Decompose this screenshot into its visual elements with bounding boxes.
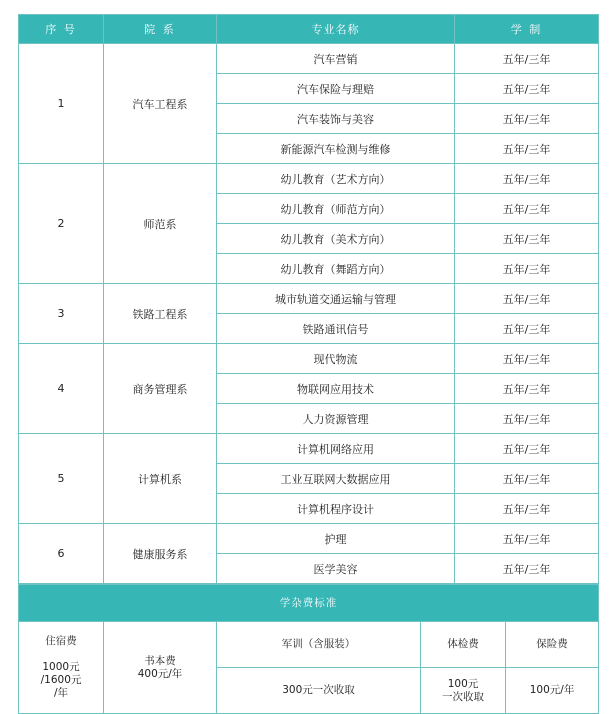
major-name: 医学美容 <box>217 554 455 584</box>
major-duration: 五年/三年 <box>455 314 599 344</box>
dept-number: 6 <box>19 524 104 584</box>
training-fee-label: 军训（含服装） <box>217 622 421 668</box>
major-name: 城市轨道交通运输与管理 <box>217 284 455 314</box>
major-duration: 五年/三年 <box>455 434 599 464</box>
major-name: 计算机程序设计 <box>217 494 455 524</box>
dept-number: 2 <box>19 164 104 284</box>
major-name: 汽车装饰与美容 <box>217 104 455 134</box>
dept-name: 商务管理系 <box>104 344 217 434</box>
training-fee-value: 300元一次收取 <box>217 668 421 714</box>
major-duration: 五年/三年 <box>455 554 599 584</box>
exam-fee-label: 体检费 <box>421 622 506 668</box>
header-major: 专业名称 <box>217 15 455 44</box>
major-duration: 五年/三年 <box>455 224 599 254</box>
major-name: 计算机网络应用 <box>217 434 455 464</box>
header-row <box>19 15 599 44</box>
major-row <box>19 44 599 74</box>
major-row <box>19 164 599 194</box>
major-duration: 五年/三年 <box>455 134 599 164</box>
lodging-fee-value: 1000元 /1600元 /年 <box>40 661 82 699</box>
exam-fee-value: 100元 一次收取 <box>421 668 506 714</box>
major-name: 幼儿教育（美术方向） <box>217 224 455 254</box>
header-no: 序 号 <box>19 15 104 44</box>
major-duration: 五年/三年 <box>455 164 599 194</box>
major-duration: 五年/三年 <box>455 44 599 74</box>
major-name: 新能源汽车检测与维修 <box>217 134 455 164</box>
major-name: 人力资源管理 <box>217 404 455 434</box>
books-fee-cell <box>104 622 217 714</box>
major-name: 铁路通讯信号 <box>217 314 455 344</box>
majors-body <box>19 44 599 584</box>
major-duration: 五年/三年 <box>455 404 599 434</box>
fees-table <box>18 584 599 714</box>
fees-title: 学杂费标准 <box>19 585 599 622</box>
major-name: 幼儿教育（艺术方向） <box>217 164 455 194</box>
major-name: 物联网应用技术 <box>217 374 455 404</box>
major-name: 汽车保险与理赔 <box>217 74 455 104</box>
books-fee-label: 书本费 <box>144 654 176 667</box>
major-duration: 五年/三年 <box>455 344 599 374</box>
dept-number: 4 <box>19 344 104 434</box>
major-duration: 五年/三年 <box>455 464 599 494</box>
major-name: 现代物流 <box>217 344 455 374</box>
major-duration: 五年/三年 <box>455 494 599 524</box>
major-row <box>19 344 599 374</box>
major-duration: 五年/三年 <box>455 104 599 134</box>
dept-name: 师范系 <box>104 164 217 284</box>
major-name: 工业互联网大数据应用 <box>217 464 455 494</box>
major-name: 汽车营销 <box>217 44 455 74</box>
major-name: 护理 <box>217 524 455 554</box>
lodging-fee-cell <box>19 622 104 714</box>
major-name: 幼儿教育（师范方向） <box>217 194 455 224</box>
major-duration: 五年/三年 <box>455 254 599 284</box>
insurance-fee-label: 保险费 <box>506 622 599 668</box>
dept-name: 铁路工程系 <box>104 284 217 344</box>
major-duration: 五年/三年 <box>455 74 599 104</box>
majors-table <box>18 14 599 584</box>
major-row <box>19 284 599 314</box>
dept-name: 计算机系 <box>104 434 217 524</box>
dept-number: 1 <box>19 44 104 164</box>
dept-name: 健康服务系 <box>104 524 217 584</box>
major-row <box>19 524 599 554</box>
insurance-fee-value: 100元/年 <box>506 668 599 714</box>
dept-number: 3 <box>19 284 104 344</box>
lodging-fee-label: 住宿费 <box>45 635 77 647</box>
major-duration: 五年/三年 <box>455 194 599 224</box>
major-name: 幼儿教育（舞蹈方向） <box>217 254 455 284</box>
dept-name: 汽车工程系 <box>104 44 217 164</box>
enrollment-table-container <box>18 14 598 714</box>
major-row <box>19 434 599 464</box>
header-dept: 院 系 <box>104 15 217 44</box>
major-duration: 五年/三年 <box>455 284 599 314</box>
header-duration: 学 制 <box>455 15 599 44</box>
books-fee-value: 400元/年 <box>137 667 183 680</box>
major-duration: 五年/三年 <box>455 374 599 404</box>
dept-number: 5 <box>19 434 104 524</box>
major-duration: 五年/三年 <box>455 524 599 554</box>
